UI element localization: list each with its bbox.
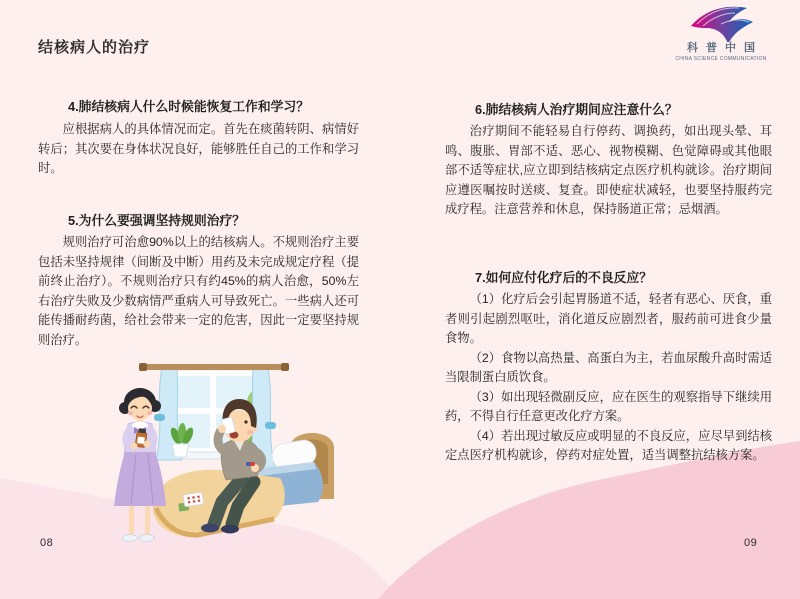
logo-caption: CHINA SCIENCE COMMUNICATION (675, 56, 767, 62)
illustration-medicine-scene (58, 356, 340, 548)
window-graphic (139, 363, 289, 474)
question-6-heading: 6.肺结核病人治疗期间应注意什么？ (475, 102, 678, 117)
logo-name: 科普中国 (687, 42, 763, 54)
question-5-answer: 规则治疗可治愈90%以上的结核病人。不规则治疗主要包括未坚持规律（间断及中断）用药及未完成规定疗程（提前终止治疗）。不规则治疗只有约45%的病人治愈，50%左右治疗失败及少数病情严重病人可导致死亡。一些病人还可能传播耐药菌，给社会带来一定的危害，因此一定要坚持规则治疗。 (38, 235, 359, 347)
page-number-right: 09 (744, 537, 758, 549)
page-title: 结核病人的治疗 (38, 39, 151, 56)
question-7-item-3: （3）如出现轻微副反应，应在医生的观察指导下继续用药，不得自行任意更改化疗方案。 (445, 389, 772, 423)
question-7-heading: 7.如何应付化疗后的不良反应？ (475, 270, 653, 285)
right-page-column (445, 0, 772, 599)
question-7-item-1: （1）化疗后会引起胃肠道不适，轻者有恶心、厌食，重者则引起剧烈呕吐，消化道反应剧烈者，服药前可进食少量食物。 (445, 292, 772, 345)
question-6-answer: 治疗期间不能轻易自行停药、调换药，如出现头晕、耳鸣、腹胀、胃部不适、恶心、视物模糊、色觉障碍或其他眼部不适等症状,应立即到结核病定点医疗机构就诊。治疗期间应遵医嘱按时送痰、复查。即使症状减轻，也要坚持服药完成疗程。注意营养和休息，保持肠道正常；忌烟酒。 (445, 124, 772, 216)
question-5-heading: 5.为什么要强调坚持规则治疗？ (68, 213, 246, 228)
question-4-heading: 4.肺结核病人什么时候能恢复工作和学习？ (68, 99, 310, 114)
question-4-answer: 应根据病人的具体情况而定。首先在痰菌转阴、病情好转后；其次要在身体状况良好，能够胜任自己的工作和学习时。 (38, 122, 359, 175)
question-7-item-4: （4）若出现过敏反应或明显的不良反应，应尽早到结核定点医疗机构就诊，停药对症处置，适当调整抗结核方案。 (445, 428, 772, 462)
question-7-item-2: （2）食物以高热量、高蛋白为主，若血尿酸升高时需适当限制蛋白质饮食。 (445, 350, 772, 384)
question-7-answer-list (445, 290, 772, 466)
page-number-left: 08 (40, 537, 54, 549)
